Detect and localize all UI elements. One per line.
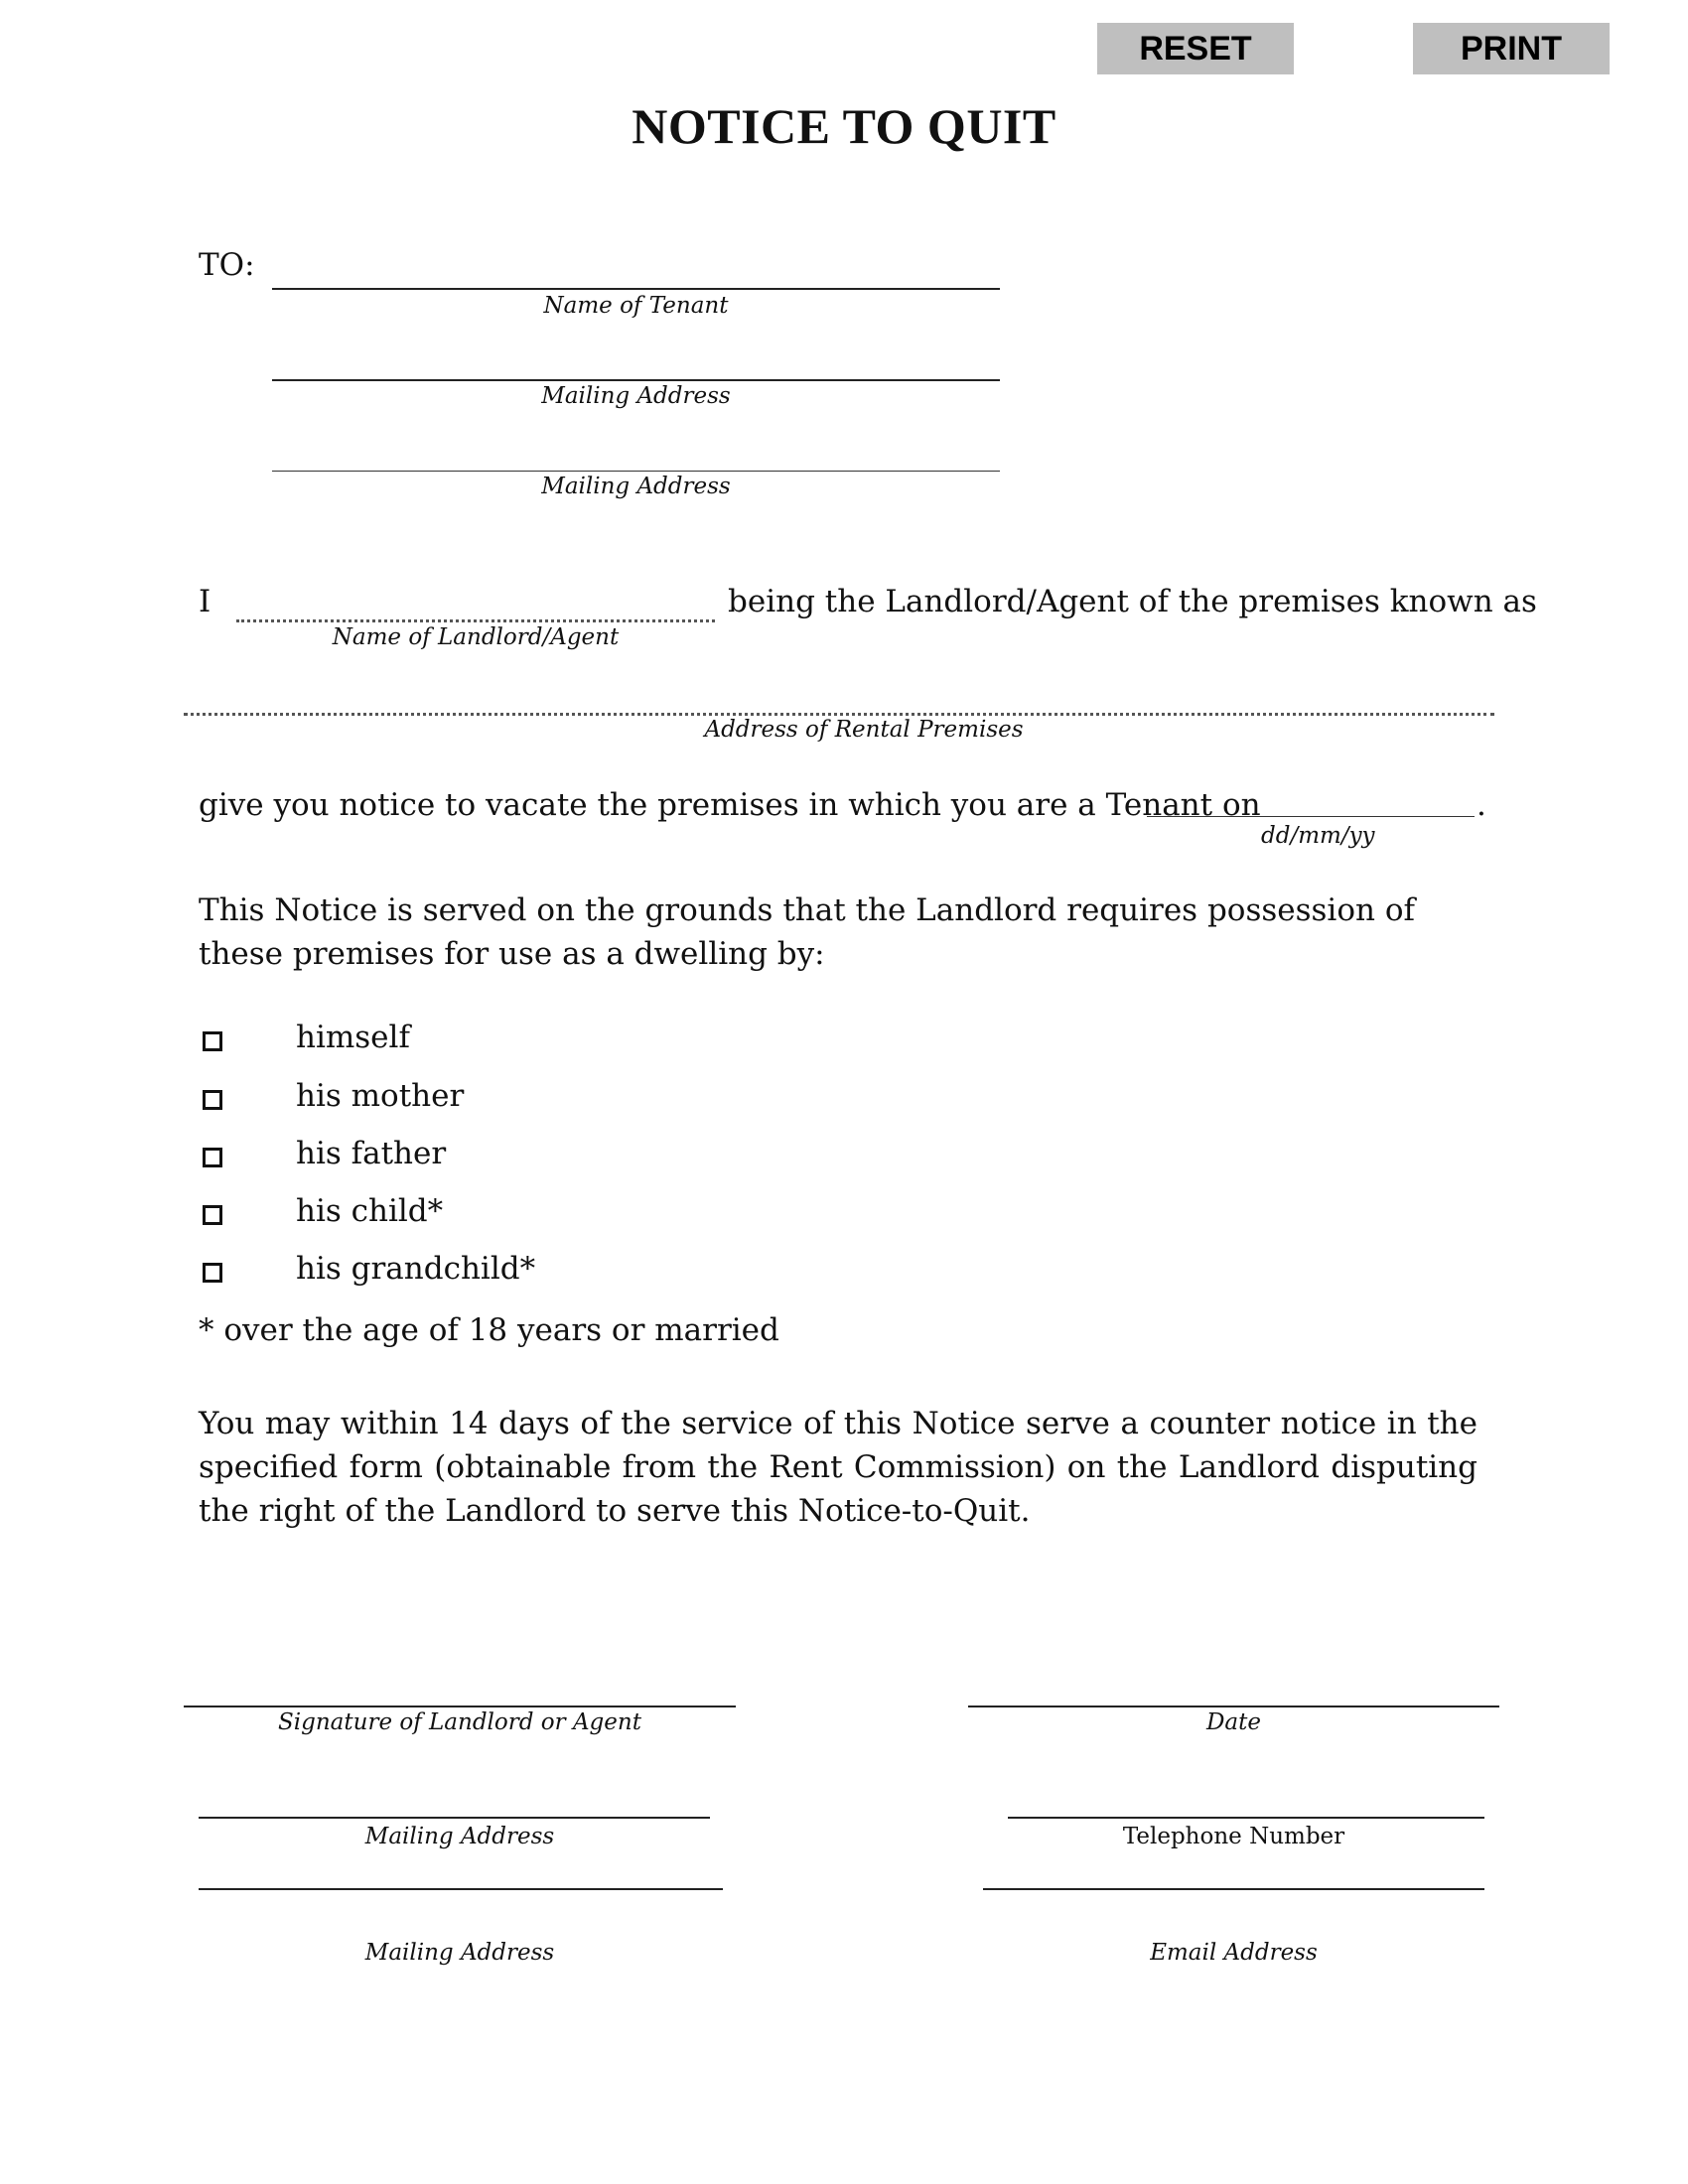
i-label: I [199,584,211,619]
his-child-checkbox[interactable] [203,1205,222,1225]
signature-date-line [968,1706,1499,1707]
reset-button[interactable]: RESET [1097,23,1294,74]
page-title: NOTICE TO QUIT [632,98,1056,154]
his-father-checkbox[interactable] [203,1148,222,1167]
tenant-mailing-address-2-caption: Mailing Address [541,474,731,499]
to-label: TO: [199,247,255,283]
landlord-mailing-address-2-caption: Mailing Address [364,1940,555,1966]
rental-address-input[interactable] [184,677,1494,713]
rental-address-caption: Address of Rental Premises [704,717,1024,743]
landlord-mailing-address-1-line [199,1817,710,1819]
landlord-mailing-address-2-line [199,1888,723,1890]
telephone-input[interactable] [1008,1781,1484,1817]
signature-date-input[interactable] [968,1670,1499,1706]
his-grandchild-checkbox[interactable] [203,1263,222,1283]
his-grandchild-label: his grandchild* [296,1251,536,1287]
his-father-label: his father [296,1136,447,1171]
landlord-name-caption: Name of Landlord/Agent [332,624,620,650]
print-button[interactable]: PRINT [1413,23,1610,74]
tenant-name-line [272,288,1000,290]
telephone-caption: Telephone Number [1122,1824,1345,1849]
vacate-text: give you notice to vacate the premises in which you are a Tenant on [199,787,1261,823]
premises-text: being the Landlord/Agent of the premises known as [728,584,1537,619]
vacate-date-caption: dd/mm/yy [1261,823,1375,849]
footnote: * over the age of 18 years or married [199,1312,779,1348]
signature-date-caption: Date [1205,1709,1261,1735]
tenant-mailing-address-2-input[interactable] [272,435,1000,471]
tenant-mailing-address-2-line [272,471,1000,472]
landlord-mailing-address-2-input[interactable] [199,1852,723,1888]
counter-notice-paragraph: You may within 14 days of the service of this Notice serve a counter notice in the specified form (obtainable from the Rent Commission) on the Landlord disputing the right of the Landlord to serve this Notice-to-Quit. [199,1406,1477,1529]
vacate-date-input[interactable] [1147,784,1475,820]
landlord-mailing-address-1-input[interactable] [199,1781,710,1817]
rental-address-line [184,713,1494,716]
himself-checkbox[interactable] [203,1031,222,1051]
landlord-mailing-address-1-caption: Mailing Address [364,1824,555,1849]
tenant-name-input[interactable] [272,252,1000,288]
tenant-mailing-address-1-input[interactable] [272,343,1000,379]
email-input[interactable] [983,1852,1484,1888]
himself-label: himself [296,1020,410,1055]
his-mother-label: his mother [296,1078,465,1114]
grounds-paragraph: This Notice is served on the grounds that the Landlord requires possession of these premises for use as a dwelling by: [199,892,1415,972]
vacate-date-line [1147,816,1475,817]
signature-input[interactable] [184,1670,736,1706]
vacate-period: . [1477,787,1486,823]
his-child-label: his child* [296,1193,444,1229]
signature-line [184,1706,736,1707]
his-mother-checkbox[interactable] [203,1090,222,1110]
signature-caption: Signature of Landlord or Agent [278,1709,641,1735]
tenant-mailing-address-1-caption: Mailing Address [541,383,731,409]
email-caption: Email Address [1150,1940,1318,1966]
landlord-name-line [236,619,715,622]
telephone-line [1008,1817,1484,1819]
landlord-name-input[interactable] [236,586,715,621]
tenant-name-caption: Name of Tenant [543,293,729,319]
email-line [983,1888,1484,1890]
tenant-mailing-address-1-line [272,379,1000,381]
